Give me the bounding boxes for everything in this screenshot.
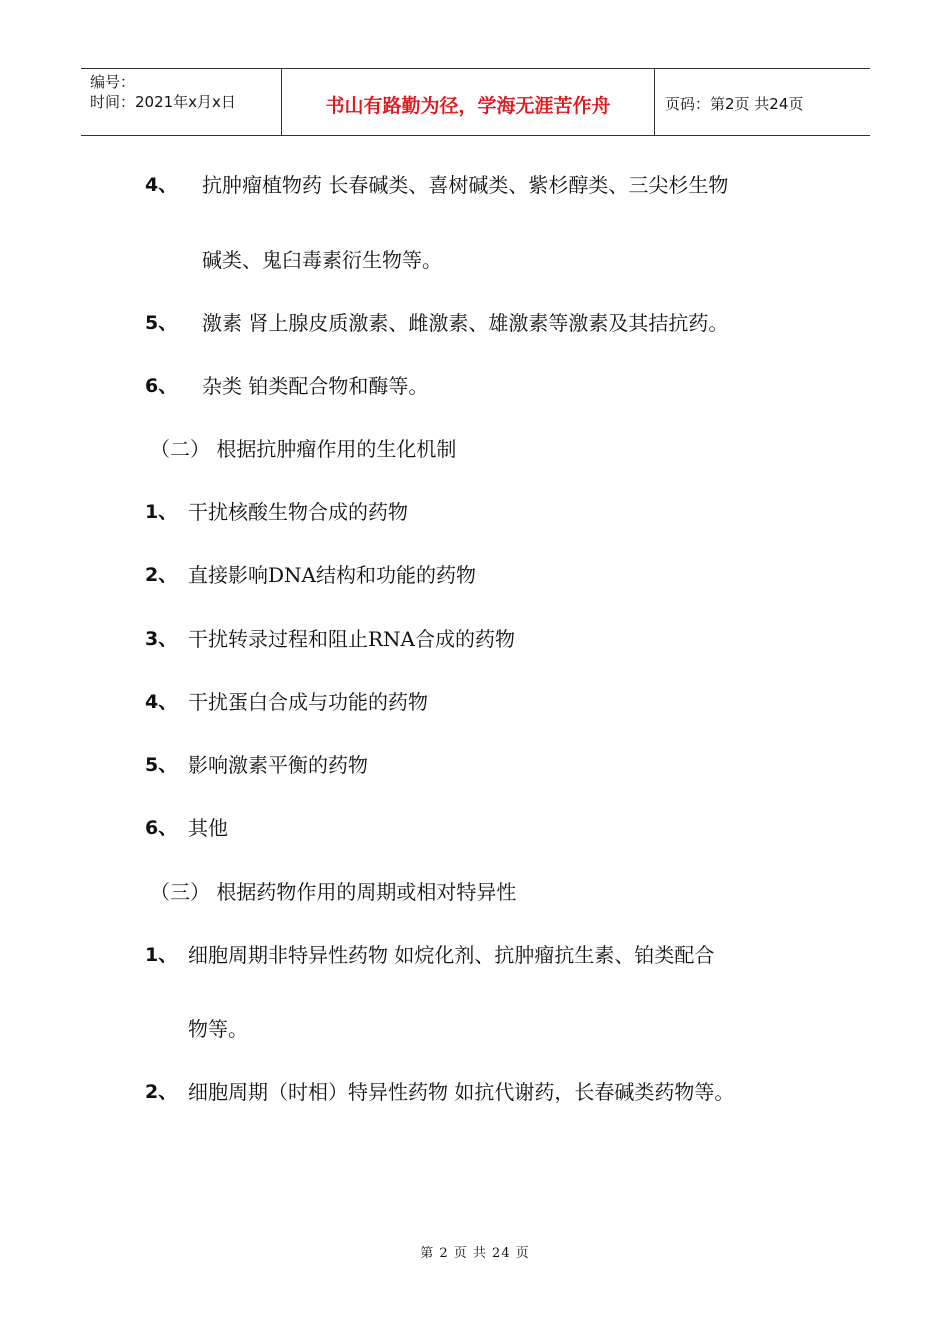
item-4-text-line1: 抗肿瘤植物药 长春碱类、喜树碱类、紫杉醇类、三尖杉生物 <box>202 173 729 197</box>
header-motto: 书山有路勤为径，学海无涯苦作舟 <box>282 69 655 135</box>
item-5-text: 激素 肾上腺皮质激素、雌激素、雄激素等激素及其拮抗药。 <box>202 311 729 335</box>
s3-item-1-number: 1、 <box>145 944 178 966</box>
s3-item-2-text: 细胞周期（时相）特异性药物 如抗代谢药，长春碱类药物等。 <box>188 1080 735 1104</box>
s2-item-3-number: 3、 <box>145 628 178 650</box>
section-3-heading: （三） 根据药物作用的周期或相对特异性 <box>150 880 517 904</box>
s2-item-2-text: 直接影响DNA结构和功能的药物 <box>188 563 476 587</box>
item-5-number: 5、 <box>145 312 178 334</box>
code-label: 编号： <box>90 73 136 91</box>
item-6-number: 6、 <box>145 375 178 397</box>
s2-item-1-number: 1、 <box>145 501 178 523</box>
s2-item-3-text: 干扰转录过程和阻止RNA合成的药物 <box>188 627 516 651</box>
page-footer: 第 2 页 共 24 页 <box>420 1246 530 1261</box>
time-label: 时间：2021年x月x日 <box>90 93 236 111</box>
page-info-text: 页码：第2页 共24页 <box>665 94 804 113</box>
s3-item-1-text-line2: 物等。 <box>188 1017 248 1041</box>
s2-item-6-text: 其他 <box>188 816 228 840</box>
s3-item-1-text-line1: 细胞周期非特异性药物 如烷化剂、抗肿瘤抗生素、铂类配合 <box>188 943 715 967</box>
s2-item-6-number: 6、 <box>145 817 178 839</box>
document-header <box>81 68 870 136</box>
item-4-text-line2: 碱类、鬼臼毒素衍生物等。 <box>202 248 442 272</box>
s3-item-2-number: 2、 <box>145 1081 178 1103</box>
s2-item-1-text: 干扰核酸生物合成的药物 <box>188 500 408 524</box>
item-6-text: 杂类 铂类配合物和酶等。 <box>202 374 429 398</box>
s2-item-2-number: 2、 <box>145 564 178 586</box>
header-page-info <box>655 69 870 135</box>
s2-item-4-number: 4、 <box>145 691 178 713</box>
s2-item-5-text: 影响激素平衡的药物 <box>188 753 368 777</box>
header-meta <box>81 69 282 135</box>
section-2-heading: （二） 根据抗肿瘤作用的生化机制 <box>150 437 457 461</box>
s2-item-5-number: 5、 <box>145 754 178 776</box>
item-4-number: 4、 <box>145 174 178 196</box>
s2-item-4-text: 干扰蛋白合成与功能的药物 <box>188 690 428 714</box>
